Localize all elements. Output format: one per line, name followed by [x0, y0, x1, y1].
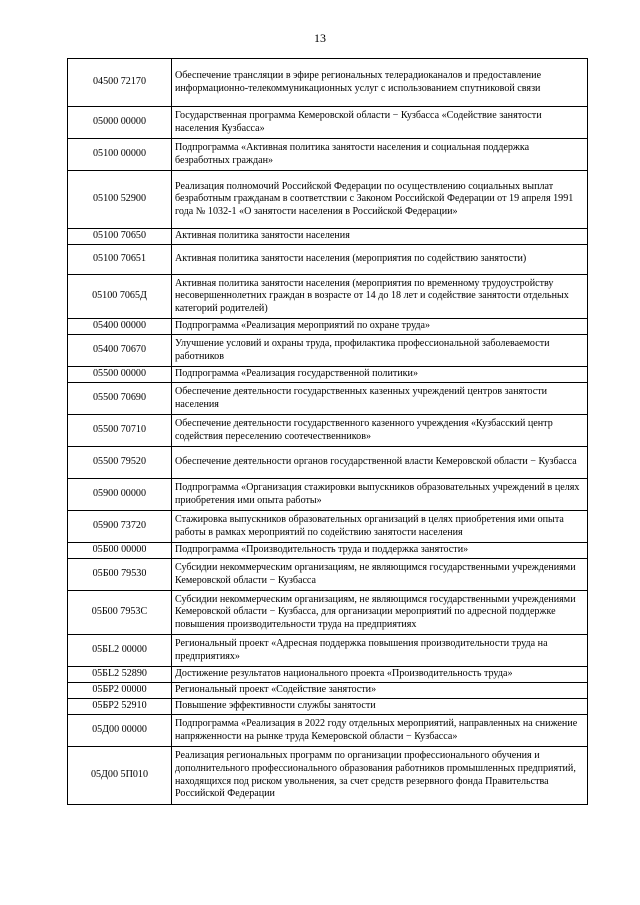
row-description: Региональный проект «Содействие занятости» — [172, 683, 588, 699]
table-row — [68, 635, 588, 667]
row-code: 05100 70650 — [68, 229, 172, 245]
row-description: Подпрограмма «Организация стажировки выпускников образовательных учреждений в целях приобретения ими опыта работы» — [172, 479, 588, 511]
row-code: 05500 79520 — [68, 447, 172, 479]
row-code: 05400 70670 — [68, 335, 172, 367]
table-row — [68, 367, 588, 383]
row-code: 05400 00000 — [68, 319, 172, 335]
row-code: 05БL2 52890 — [68, 667, 172, 683]
table-row — [68, 139, 588, 171]
row-description: Субсидии некоммерческим организациям, не являющимся государственными учреждениями Кемеровской области − Кузбасса — [172, 559, 588, 591]
row-code: 05Б00 79530 — [68, 559, 172, 591]
row-description: Государственная программа Кемеровской области − Кузбасса «Содействие занятости населения Кузбасса» — [172, 107, 588, 139]
table-row — [68, 683, 588, 699]
row-description: Обеспечение деятельности государственных казенных учреждений центров занятости населения — [172, 383, 588, 415]
row-code: 05Б00 00000 — [68, 543, 172, 559]
table-row — [68, 559, 588, 591]
budget-classification-table — [67, 58, 588, 805]
table-row — [68, 171, 588, 229]
row-code: 05500 00000 — [68, 367, 172, 383]
table-row — [68, 715, 588, 747]
table-row — [68, 511, 588, 543]
table-row — [68, 335, 588, 367]
row-description: Субсидии некоммерческим организациям, не являющимся государственными учреждениями Кемеровской области − Кузбасса, для организации мероприятий по адресной поддержке повышения производительности труда на предприятиях — [172, 591, 588, 635]
row-description: Подпрограмма «Активная политика занятости населения и социальная поддержка безработных граждан» — [172, 139, 588, 171]
row-description: Обеспечение деятельности органов государственной власти Кемеровской области − Кузбасса — [172, 447, 588, 479]
table-row — [68, 229, 588, 245]
row-code: 05100 70651 — [68, 245, 172, 275]
row-description: Подпрограмма «Реализация государственной политики» — [172, 367, 588, 383]
row-code: 05500 70690 — [68, 383, 172, 415]
row-code: 05100 52900 — [68, 171, 172, 229]
row-description: Реализация полномочий Российской Федерации по осуществлению социальных выплат безработным гражданам в соответствии с Законом Российской Федерации от 19 апреля 1991 года № 1032-1 «О занятости населения в Российской Федерации» — [172, 171, 588, 229]
row-code: 05БР2 52910 — [68, 699, 172, 715]
row-code: 05100 00000 — [68, 139, 172, 171]
row-description: Обеспечение трансляции в эфире региональных телерадиоканалов и предоставление информационно-телекоммуникационных услуг с использованием спутниковой связи — [172, 59, 588, 107]
table-row — [68, 479, 588, 511]
row-description: Региональный проект «Адресная поддержка повышения производительности труда на предприятиях» — [172, 635, 588, 667]
table-row — [68, 383, 588, 415]
table-row — [68, 447, 588, 479]
table-row — [68, 667, 588, 683]
row-code: 05БР2 00000 — [68, 683, 172, 699]
table-row — [68, 319, 588, 335]
row-description: Улучшение условий и охраны труда, профилактика профессиональной заболеваемости работников — [172, 335, 588, 367]
table-row — [68, 59, 588, 107]
row-description: Активная политика занятости населения — [172, 229, 588, 245]
row-description: Подпрограмма «Производительность труда и поддержка занятости» — [172, 543, 588, 559]
table-row — [68, 415, 588, 447]
row-code: 05100 7065Д — [68, 275, 172, 319]
row-code: 05000 00000 — [68, 107, 172, 139]
page-number: 13 — [314, 31, 326, 45]
row-description: Реализация региональных программ по организации профессионального обучения и дополнительного профессионального образования работников промышленных предприятий, находящихся под риском увольнения, за счет средств резервного фонда Правительства Российской Федерации — [172, 747, 588, 805]
table-row — [68, 245, 588, 275]
row-description: Обеспечение деятельности государственного казенного учреждения «Кузбасский центр содействия переселению соотечественников» — [172, 415, 588, 447]
row-code: 05900 00000 — [68, 479, 172, 511]
row-description: Подпрограмма «Реализация в 2022 году отдельных мероприятий, направленных на снижение напряженности на рынке труда Кемеровской области − Кузбасса» — [172, 715, 588, 747]
table-row — [68, 591, 588, 635]
row-description: Повышение эффективности службы занятости — [172, 699, 588, 715]
row-description: Активная политика занятости населения (мероприятия по временному трудоустройству несовершеннолетних граждан в возрасте от 14 до 18 лет и содействие занятости отдельных категорий родителей) — [172, 275, 588, 319]
row-description: Стажировка выпускников образовательных организаций в целях приобретения ими опыта работы в рамках мероприятий по содействию занятости населения — [172, 511, 588, 543]
row-description: Подпрограмма «Реализация мероприятий по охране труда» — [172, 319, 588, 335]
row-code: 05Б00 7953С — [68, 591, 172, 635]
table-row — [68, 107, 588, 139]
row-description: Достижение результатов национального проекта «Производительность труда» — [172, 667, 588, 683]
table-row — [68, 543, 588, 559]
row-code: 05900 73720 — [68, 511, 172, 543]
table-row — [68, 275, 588, 319]
table-row — [68, 747, 588, 805]
row-description: Активная политика занятости населения (мероприятия по содействию занятости) — [172, 245, 588, 275]
row-code: 04500 72170 — [68, 59, 172, 107]
row-code: 05Д00 5П010 — [68, 747, 172, 805]
row-code: 05БL2 00000 — [68, 635, 172, 667]
table-row — [68, 699, 588, 715]
row-code: 05500 70710 — [68, 415, 172, 447]
row-code: 05Д00 00000 — [68, 715, 172, 747]
